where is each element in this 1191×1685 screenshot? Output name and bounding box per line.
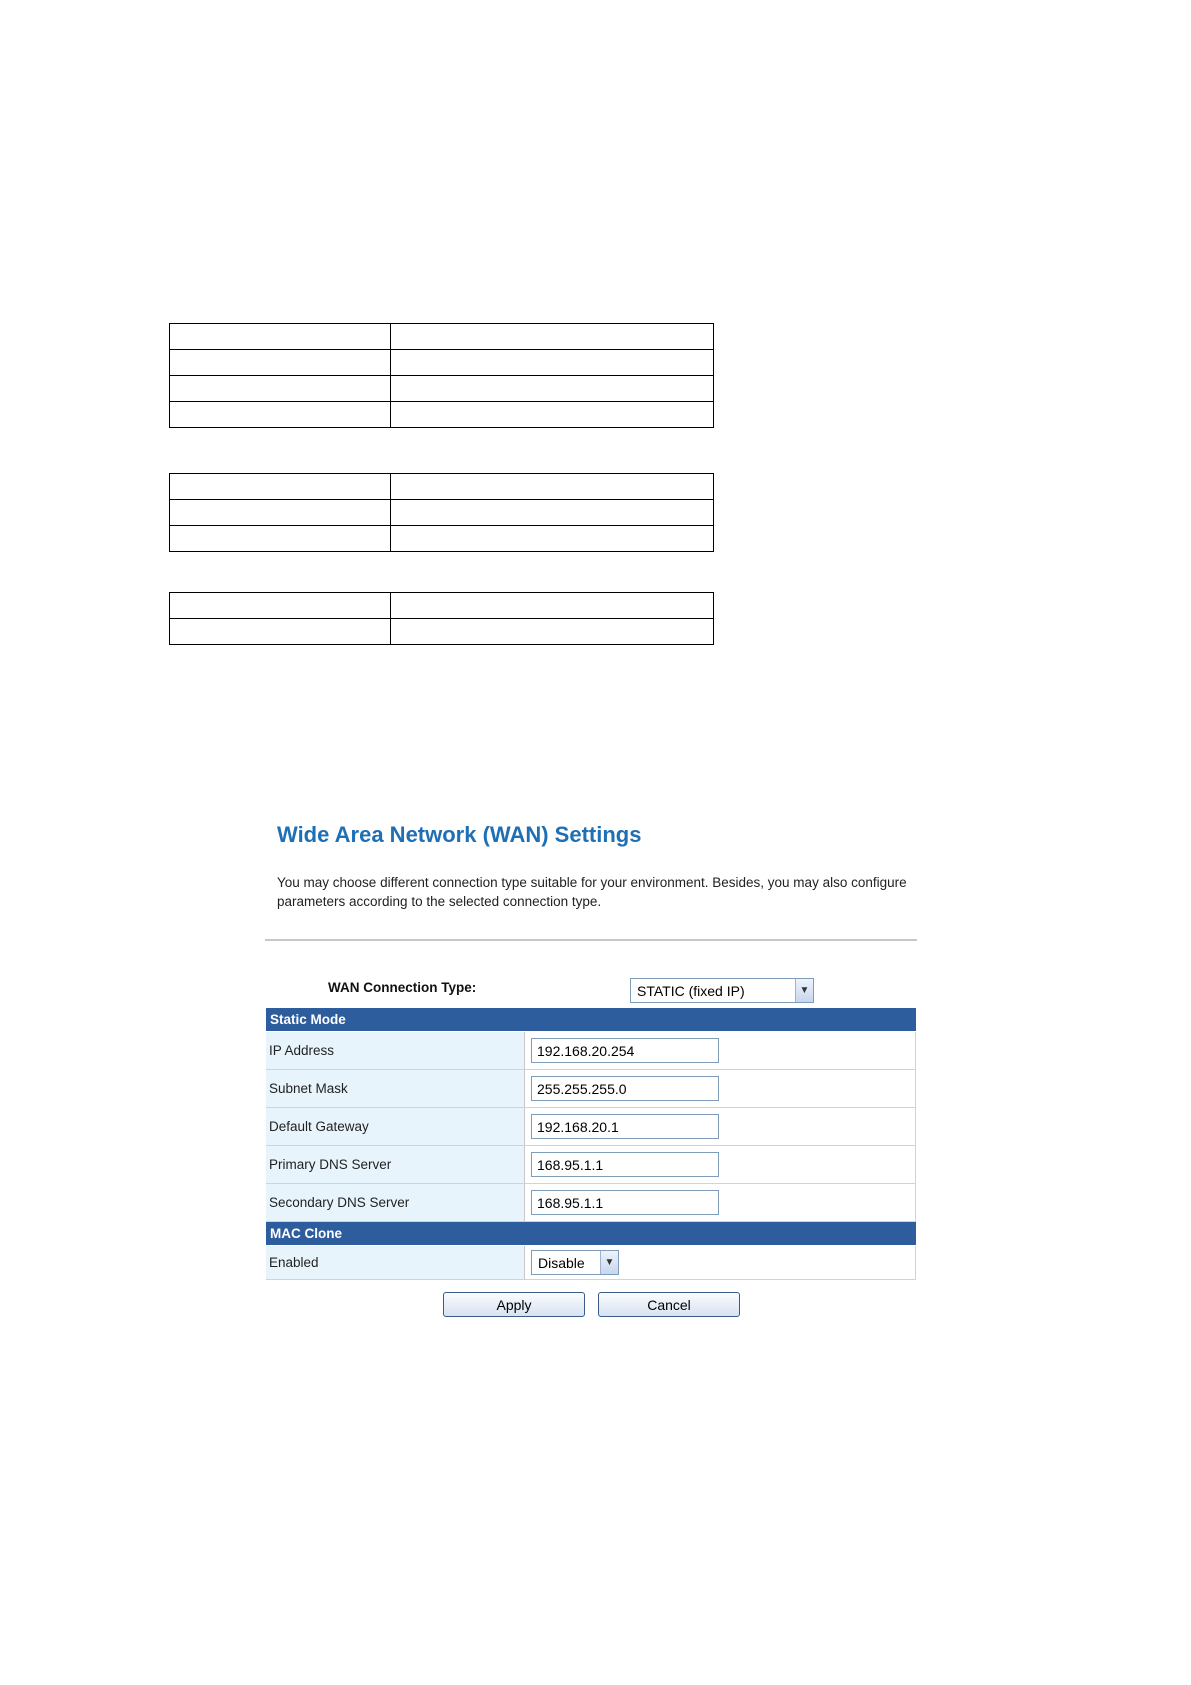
secondary-dns-cell [525, 1184, 916, 1221]
table-cell [170, 324, 391, 350]
table-cell [170, 402, 391, 428]
wan-connection-type-value: STATIC (fixed IP) [637, 982, 745, 999]
mac-clone-enabled-select[interactable] [531, 1250, 619, 1275]
table-row [170, 402, 714, 428]
static-mode-header: Static Mode [266, 1008, 916, 1032]
table-row [170, 619, 714, 645]
table-cell [391, 500, 714, 526]
chevron-down-icon[interactable]: ▼ [600, 1251, 618, 1274]
primary-dns-row [266, 1146, 916, 1184]
page-description: You may choose different connection type suitable for your environment. Besides, you may also configure parameters according to the selected connection type. [277, 875, 907, 909]
table-row [170, 324, 714, 350]
blank-table-2 [169, 473, 714, 552]
table-cell [391, 593, 714, 619]
settings-table [266, 1008, 916, 1280]
primary-dns-cell [525, 1146, 916, 1183]
cancel-button[interactable]: Cancel [598, 1292, 740, 1317]
mac-clone-enabled-row [266, 1246, 916, 1280]
table-row [170, 376, 714, 402]
subnet-mask-row [266, 1070, 916, 1108]
mac-clone-header: MAC Clone [266, 1222, 916, 1246]
mac-clone-enabled-label: Enabled [266, 1246, 525, 1279]
blank-table-1 [169, 323, 714, 428]
table-cell [170, 350, 391, 376]
ip-address-row [266, 1032, 916, 1070]
page-title: Wide Area Network (WAN) Settings [277, 822, 642, 847]
table-cell [391, 376, 714, 402]
form-buttons [443, 1292, 740, 1317]
table-cell [170, 619, 391, 645]
secondary-dns-input[interactable] [531, 1190, 719, 1215]
ip-address-label: IP Address [266, 1032, 525, 1069]
table-cell [391, 474, 714, 500]
table-cell [170, 500, 391, 526]
default-gateway-row [266, 1108, 916, 1146]
table-cell [391, 402, 714, 428]
subnet-mask-cell [525, 1070, 916, 1107]
table-cell [391, 324, 714, 350]
subnet-mask-input[interactable] [531, 1076, 719, 1101]
ip-address-cell [525, 1032, 916, 1069]
wan-connection-type-label: WAN Connection Type: [328, 980, 477, 995]
subnet-mask-label: Subnet Mask [266, 1070, 525, 1107]
default-gateway-label: Default Gateway [266, 1108, 525, 1145]
blank-table-3 [169, 592, 714, 645]
table-cell [170, 376, 391, 402]
primary-dns-input[interactable] [531, 1152, 719, 1177]
table-cell [170, 526, 391, 552]
table-row [170, 350, 714, 376]
table-cell [391, 526, 714, 552]
secondary-dns-row [266, 1184, 916, 1222]
mac-clone-enabled-cell [525, 1246, 916, 1279]
default-gateway-cell [525, 1108, 916, 1145]
apply-button[interactable]: Apply [443, 1292, 585, 1317]
table-row [170, 474, 714, 500]
table-row [170, 593, 714, 619]
chevron-down-icon[interactable]: ▼ [795, 979, 813, 1002]
table-row [170, 526, 714, 552]
table-cell [170, 593, 391, 619]
table-cell [391, 619, 714, 645]
table-cell [391, 350, 714, 376]
mac-clone-enabled-value: Disable [538, 1254, 585, 1271]
default-gateway-input[interactable] [531, 1114, 719, 1139]
ip-address-input[interactable] [531, 1038, 719, 1063]
secondary-dns-label: Secondary DNS Server [266, 1184, 525, 1221]
primary-dns-label: Primary DNS Server [266, 1146, 525, 1183]
table-cell [170, 474, 391, 500]
table-row [170, 500, 714, 526]
divider [265, 939, 917, 941]
wan-connection-type-select[interactable] [630, 978, 814, 1003]
